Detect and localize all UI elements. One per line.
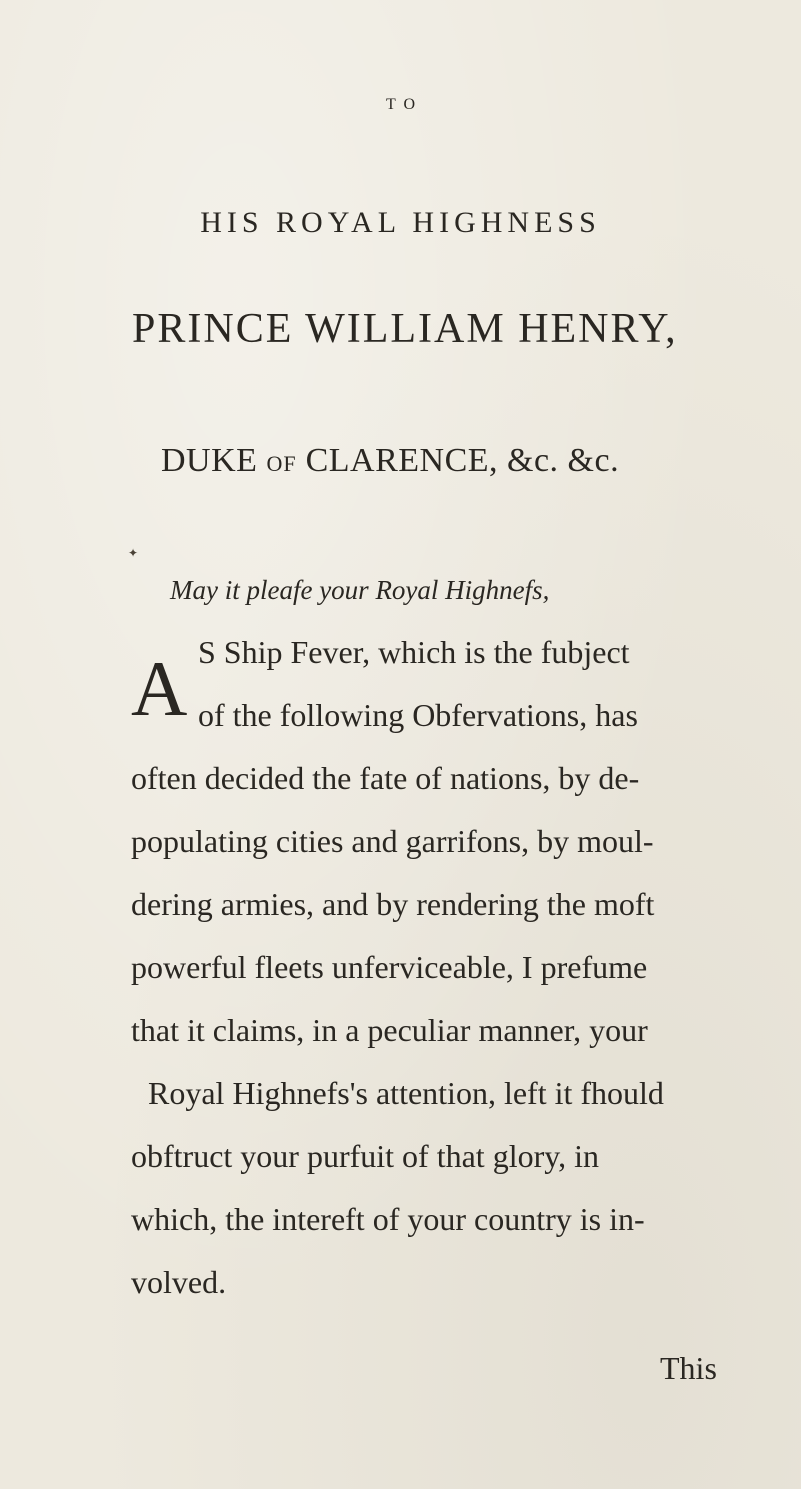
prince-name-heading: PRINCE WILLIAM HENRY,: [132, 306, 678, 352]
dedication-to: TO: [385, 96, 424, 113]
body-line: dering armies, and by rendering the moft: [131, 886, 655, 922]
catchword: This: [660, 1350, 717, 1386]
duke-title-part: DUKE: [161, 442, 267, 479]
duke-title-rest: CLARENCE, &c. &c.: [296, 442, 620, 479]
body-line: that it claims, in a peculiar manner, your: [131, 1012, 648, 1048]
body-line: which, the intereft of your country is in-: [131, 1201, 645, 1237]
body-line: powerful fleets unferviceable, I prefume: [131, 949, 648, 985]
body-line: often decided the fate of nations, by de-: [131, 760, 640, 796]
salutation: May it pleafe your Royal Highnefs,: [170, 575, 550, 605]
drop-cap: A: [131, 645, 188, 732]
duke-title-heading: [161, 442, 619, 480]
body-line: obftruct your purfuit of that glory, in: [131, 1138, 600, 1174]
body-line: Royal Highnefs's attention, left it fhould: [148, 1075, 664, 1111]
body-line: volved.: [131, 1264, 227, 1300]
body-line: populating cities and garrifons, by moul-: [131, 823, 654, 859]
body-line: S Ship Fever, which is the fubject: [198, 634, 630, 670]
duke-title-of: OF: [266, 451, 297, 476]
ornament-mark-icon: ✦: [128, 546, 139, 560]
body-line: of the following Obfervations, has: [198, 697, 638, 733]
his-royal-highness-heading: HIS ROYAL HIGHNESS: [200, 206, 601, 239]
